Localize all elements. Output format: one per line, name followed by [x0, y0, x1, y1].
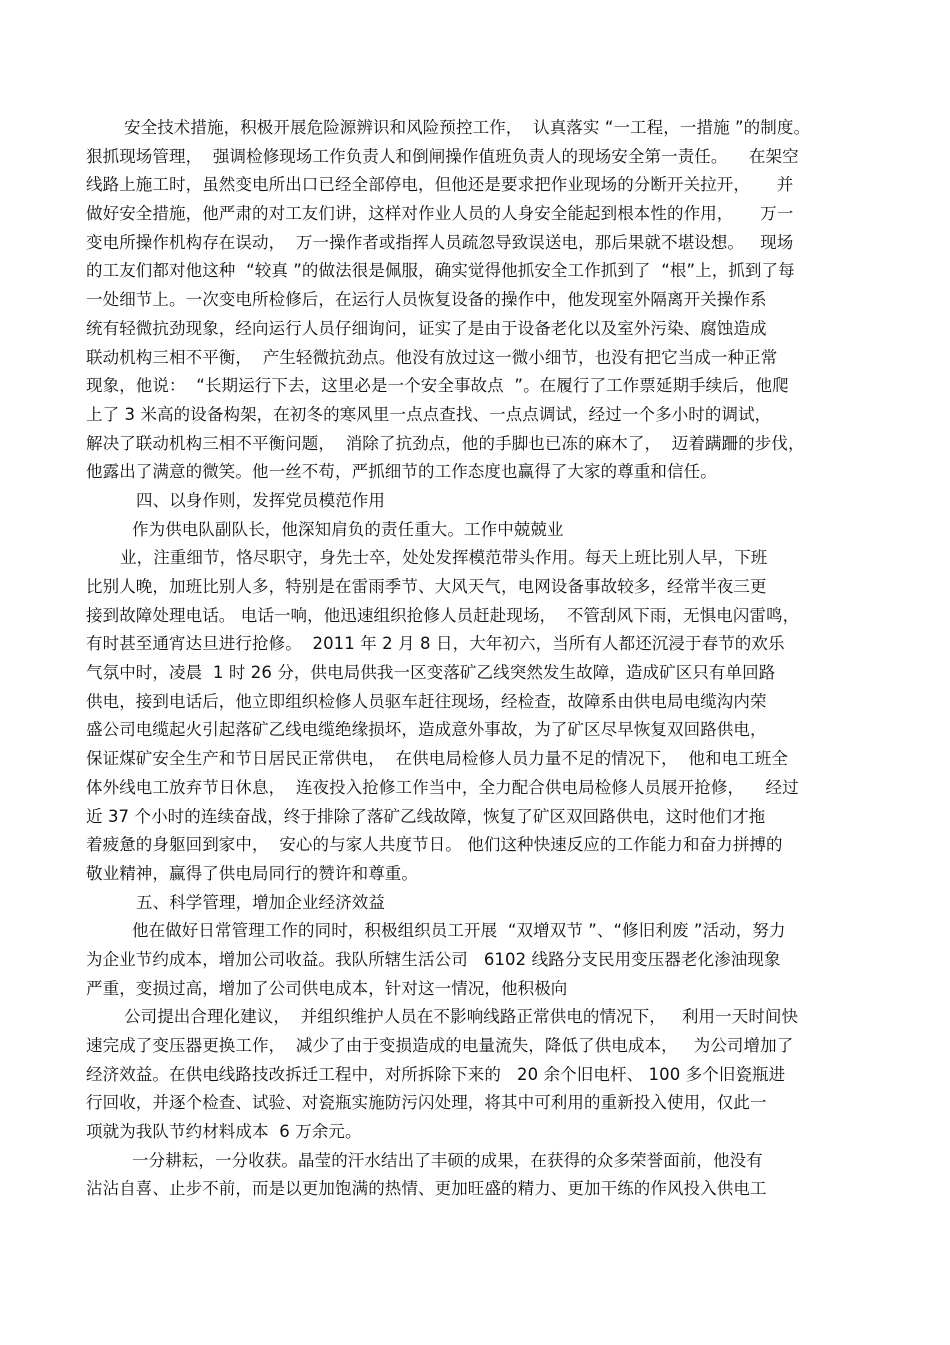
text-line: 体外线电工放弃节日休息， 连夜投入抢修工作当中，全力配合供电局检修人员展开抢修， 经过 — [86, 777, 799, 797]
text-line: 作为供电队副队长，他深知肩负的责任重大。工作中兢兢业 — [132, 519, 564, 539]
text-line: 他在做好日常管理工作的同时，积极组织员工开展 “双增双节 ”、“修旧利废 ”活动，努力 — [132, 921, 786, 941]
text-line: 四、以身作则，发挥党员模范作用 — [136, 490, 385, 510]
text-line: 公司提出合理化建议， 并组织维护人员在不影响线路正常供电的情况下， 利用一天时间快 — [124, 1007, 799, 1027]
text-line: 经济效益。在供电线路技改拆迁工程中，对所拆除下来的 20 余个旧电杆、 100 多个旧瓷瓶进 — [86, 1064, 786, 1084]
text-line: 严重，变损过高，增加了公司供电成本，针对这一情况，他积极向 — [86, 978, 568, 998]
text-line: 上了 3 米高的设备构架，在初冬的寒风里一点点查找、一点点调试，经过一个多小时的调试， — [86, 404, 772, 424]
text-line: 盛公司电缆起火引起落矿乙线电缆绝缘损坏，造成意外事故，为了矿区尽早恢复双回路供电， — [86, 720, 767, 740]
text-line: 做好安全措施，他严肃的对工友们讲，这样对作业人员的人身安全能起到根本性的作用， 万一 — [86, 204, 794, 224]
text-line: 联动机构三相不平衡， 产生轻微抗劲点。他没有放过这一微小细节，也没有把它当成一种正常 — [86, 347, 778, 367]
text-line: 线路上施工时，虽然变电所出口已经全部停电，但他还是要求把作业现场的分断开关拉开， 并 — [86, 175, 794, 195]
text-line: 接到故障处理电话。 电话一响，他迅速组织抢修人员赶赴现场， 不管刮风下雨，无惧电闪雷鸣， — [86, 605, 800, 625]
text-line: 的工友们都对他这种 “较真 ”的做法很是佩服，确实觉得他抓安全工作抓到了 “根”上，抓到了每 — [86, 261, 795, 281]
text-line: 为企业节约成本，增加公司收益。我队所辖生活公司 6102 线路分支民用变压器老化渗油现象 — [86, 949, 781, 969]
text-line: 着疲惫的身躯回到家中， 安心的与家人共度节日。 他们这种快速反应的工作能力和奋力拼搏的 — [86, 835, 783, 855]
document-body-text — [86, 114, 876, 1204]
text-line: 变电所操作机构存在误动， 万一操作者或指挥人员疏忽导致误送电，那后果就不堪设想。 现场 — [86, 232, 794, 252]
text-line: 比别人晚，加班比别人多，特别是在雷雨季节、大风天气，电网设备事故较多，经常半夜三更 — [86, 577, 767, 596]
text-line: 解决了联动机构三相不平衡问题， 消除了抗劲点，他的手脚也已冻的麻木了， 迈着蹒跚的步伐， — [86, 433, 805, 453]
text-line: 行回收，并逐个检查、试验、对瓷瓶实施防污闪处理，将其中可利用的重新投入使用，仅此一 — [86, 1093, 767, 1113]
text-line: 速完成了变压器更换工作， 减少了由于变损造成的电量流失，降低了供电成本， 为公司增加了 — [86, 1036, 794, 1055]
text-line: 业，注重细节，恪尽职守，身先士卒，处处发挥模范带头作用。每天上班比别人早，下班 — [120, 548, 768, 568]
text-line: 一处细节上。一次变电所检修后，在运行人员恢复设备的操作中，他发现室外隔离开关操作系 — [86, 290, 767, 310]
text-line: 狠抓现场管理， 强调检修现场工作负责人和倒闸操作值班负责人的现场安全第一责任。 在架空 — [86, 146, 799, 166]
text-line: 供电，接到电话后，他立即组织检修人员驱车赶往现场，经检查，故障系由供电局电缆沟内荣 — [86, 691, 767, 711]
text-line: 沾沾自喜、止步不前，而是以更加饱满的热情、更加旺盛的精力、更加干练的作风投入供电工 — [86, 1179, 767, 1199]
text-line: 他露出了满意的微笑。他一丝不苟，严抓细节的工作态度也赢得了大家的尊重和信任。 — [86, 462, 717, 482]
text-line: 近 37 个小时的连续奋战，终于排除了落矿乙线故障，恢复了矿区双回路供电，这时他们才拖 — [86, 806, 766, 826]
text-line: 项就为我队节约材料成本 6 万余元。 — [86, 1122, 362, 1142]
text-line: 安全技术措施，积极开展危险源辨识和风险预控工作， 认真落实 “一工程，一措施 ”的制度。 — [124, 118, 811, 137]
text-line: 有时甚至通宵达旦进行抢修。 2011 年 2 月 8 日，大年初六，当所有人都还沉浸于春节的欢乐 — [86, 634, 785, 654]
text-line: 气氛中时，凌晨 1 时 26 分，供电局供我一区变落矿乙线突然发生故障，造成矿区只有单回路 — [86, 663, 776, 683]
text-line: 保证煤矿安全生产和节日居民正常供电， 在供电局检修人员力量不足的情况下， 他和电工班全 — [86, 749, 788, 769]
text-line: 一分耕耘，一分收获。晶莹的汗水结出了丰硕的成果，在获得的众多荣誉面前，他没有 — [132, 1150, 763, 1170]
text-line: 现象，他说： “长期运行下去，这里必是一个安全事故点 ”。在履行了工作票延期手续后，他爬 — [86, 376, 789, 396]
text-line: 统有轻微抗劲现象，经向运行人员仔细询问，证实了是由于设备老化以及室外污染、腐蚀造成 — [86, 318, 767, 338]
text-line: 敬业精神，赢得了供电局同行的赞许和尊重。 — [86, 863, 418, 883]
text-line: 五、科学管理，增加企业经济效益 — [136, 892, 385, 912]
